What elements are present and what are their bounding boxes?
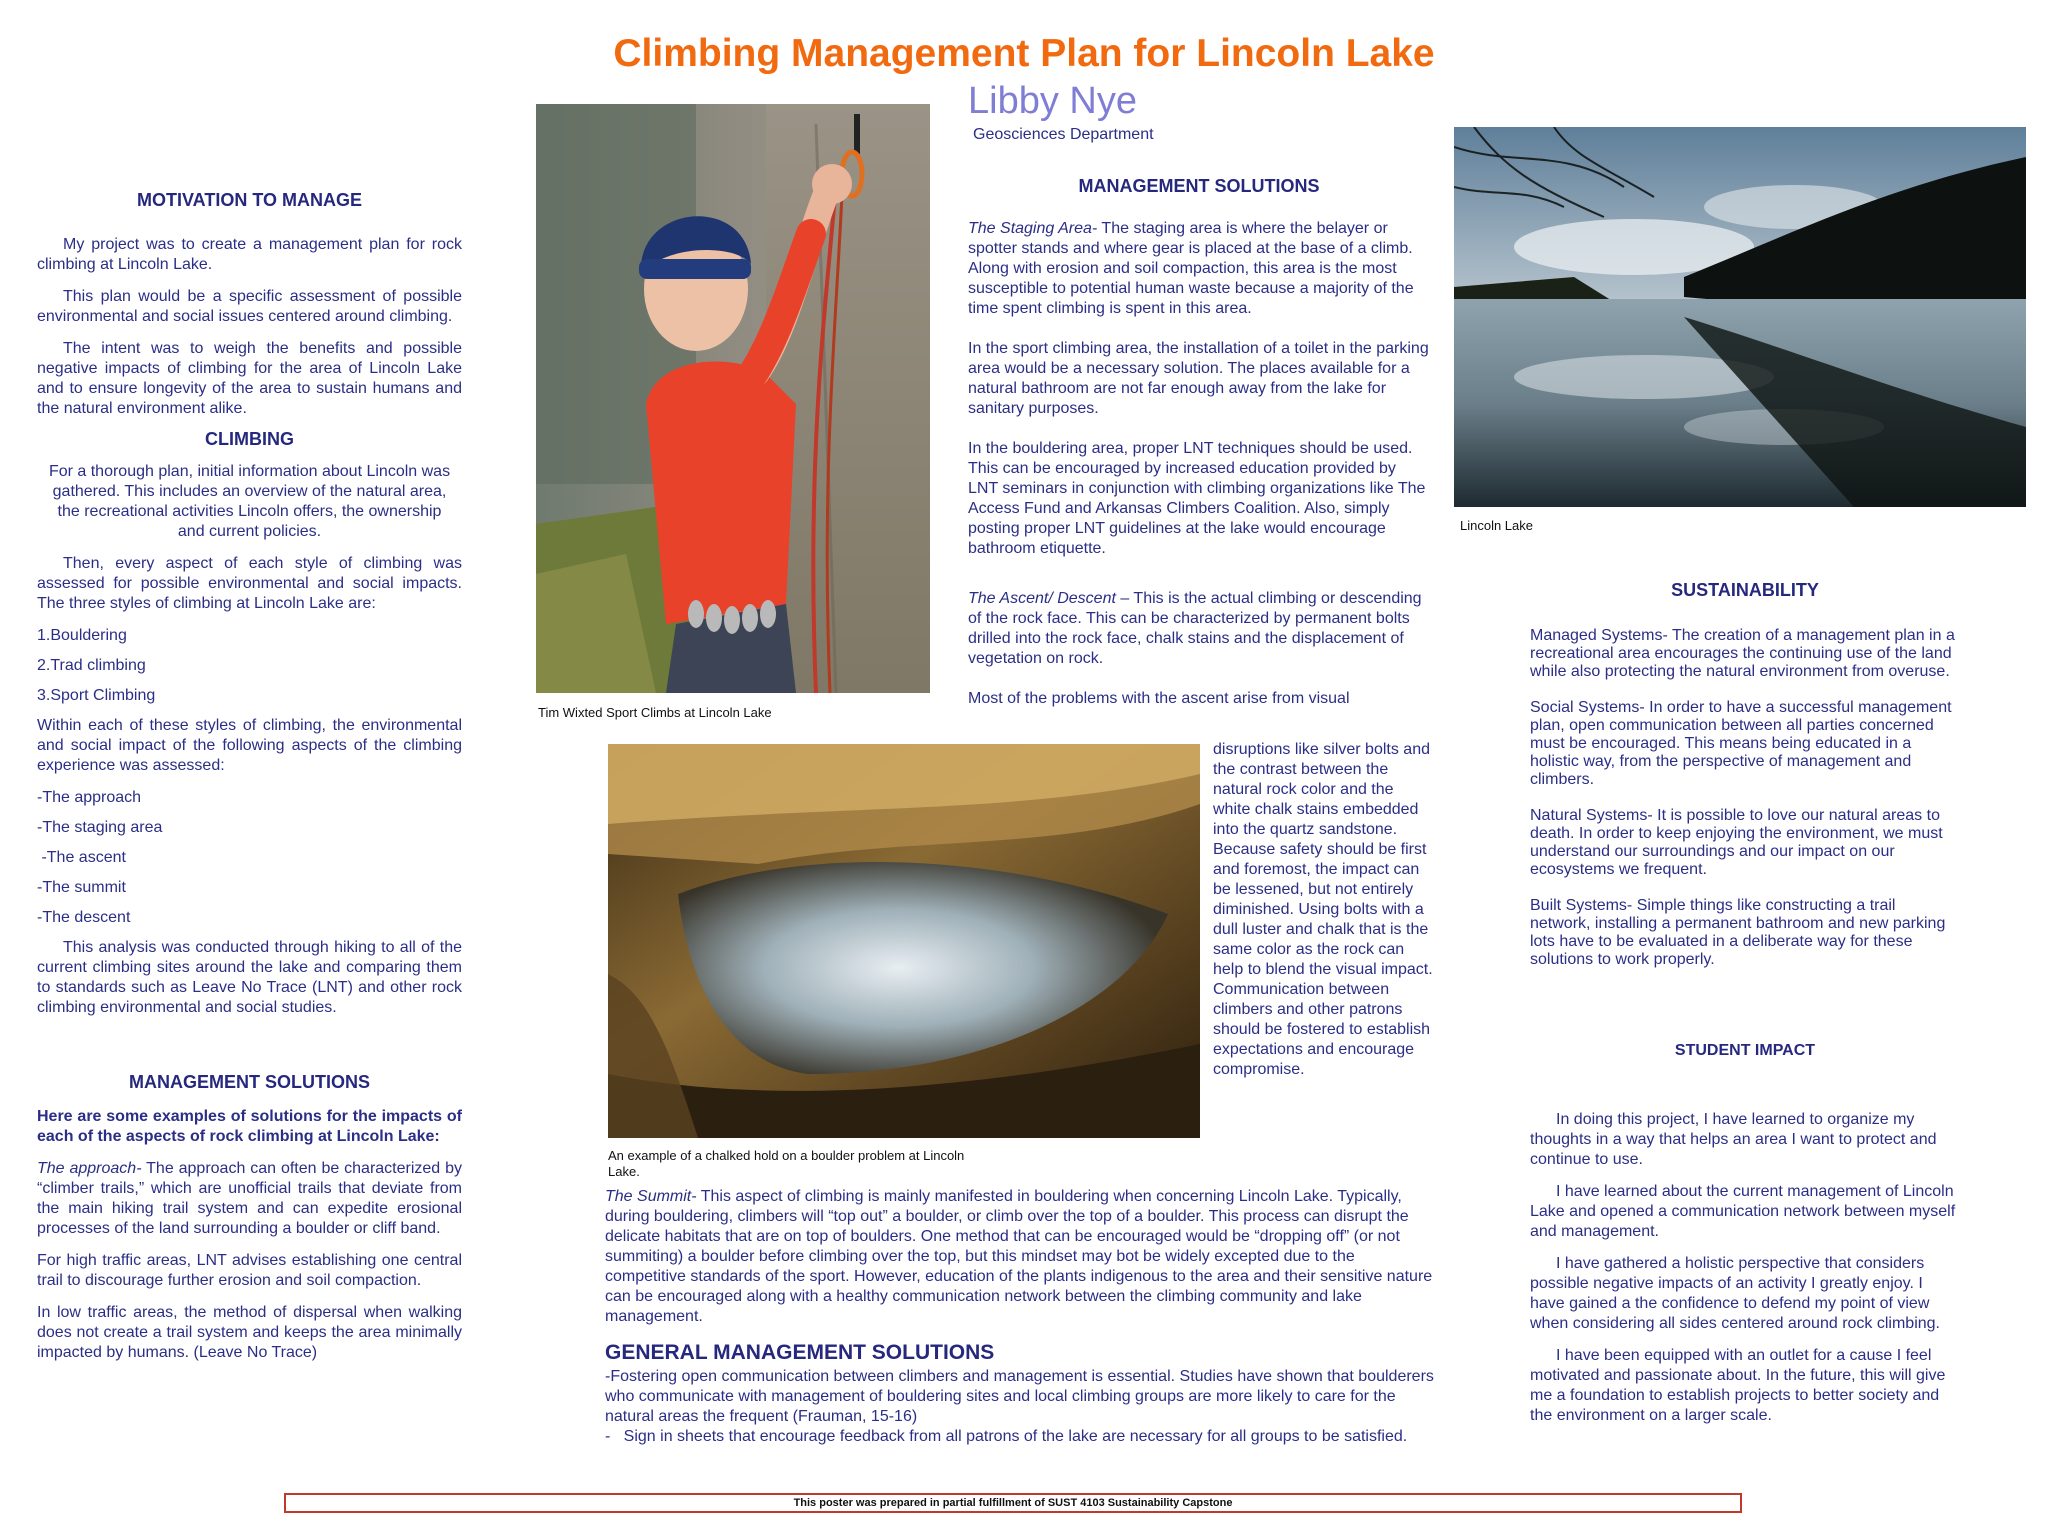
approach-label: The approach- (37, 1160, 142, 1177)
summit-section (605, 1187, 1437, 1447)
summit-paragraph (605, 1187, 1437, 1327)
impact-para: I have learned about the current management of Lincoln Lake and opened a communication network between myself and management. (1530, 1183, 1956, 1240)
footer-note: This poster was prepared in partial fulfillment of SUST 4103 Sustainability Capstone (284, 1493, 1742, 1513)
climbing-para-1: For a thorough plan, initial information about Lincoln was gathered. This includes an overview of the natural area, the recreational activities Lincoln offers, the ownership and current policies. (48, 463, 451, 540)
lake-caption: Lincoln Lake (1460, 518, 1533, 533)
ascent-continuation (1213, 740, 1435, 1092)
within-text: Within each of these styles of climbing, the environmental and social impact of the following aspects of the climbing experience was assessed: (37, 717, 462, 774)
ascent-text: – This is the actual climbing or descending of the rock face. This can be characterized by permanent bolts drilled into the rock face, chalk stains and the displacement of vegetation on rock. (968, 590, 1422, 667)
style-item: 3.Sport Climbing (37, 687, 156, 704)
ascent-paragraph (968, 589, 1430, 669)
motivation-heading: MOTIVATION TO MANAGE (137, 190, 362, 210)
general-item: - Sign in sheets that encourage feedback from all patrons of the lake are necessary for all groups to be satisfied. (605, 1428, 1408, 1445)
general-management-heading: GENERAL MANAGEMENT SOLUTIONS (605, 1341, 995, 1364)
impact-para: I have been equipped with an outlet for a cause I feel motivated and passionate about. In the future, this will give me a foundation to establish projects to better society and the environment on a larger scale. (1530, 1347, 1946, 1424)
ascent-problems-text: Most of the problems with the ascent arise from visual (968, 690, 1350, 707)
right-column (1530, 580, 1960, 981)
aspect-item: -The summit (37, 879, 126, 896)
left-management-section (37, 1072, 462, 1375)
ascent-continued-text: disruptions like silver bolts and the contrast between the natural rock color and the white chalk stains embedded into the quartz sandstone. Because safety should be first and foremost, the impact can be lessened, but not entirely diminished. Using bolts with a dull luster and chalk that is the same color as the rock can help to blend the visual impact. Communication between climbers and other patrons should be fostered to establish expectations and encourage compromise. (1213, 741, 1433, 1078)
climber-photo (536, 104, 930, 693)
approach-text: The approach can often be characterized by “climber trails,” which are unofficial trails that deviate from the main hiking trail system and can expedite erosional processes of the land surrounding a boulder or cliff band. (37, 1160, 462, 1237)
sustainability-para: Social Systems- In order to have a successful management plan, open communication between all parties concerned must be encouraged. This means being educated in a holistic way, from the perspective of management and climbers. (1530, 699, 1952, 788)
climber-caption: Tim Wixted Sport Climbs at Lincoln Lake (538, 705, 772, 720)
general-item: -Fostering open communication between climbers and management is essential. Studies have shown that boulderers who communicate with management of bouldering sites and local climbing groups are more likely to care for the natural areas the frequent (Frauman, 15-16) (605, 1368, 1434, 1425)
approach-paragraph (37, 1159, 462, 1239)
summit-label: The Summit- (605, 1188, 697, 1205)
middle-management-section (968, 176, 1430, 721)
aspect-item: -The ascent (37, 849, 126, 866)
motivation-para-3: The intent was to weigh the benefits and possible negative impacts of climbing for the area of Lincoln Lake and to ensure longevity of the area to sustain humans and the natural environment alike. (37, 340, 462, 417)
sustainability-para: Natural Systems- It is possible to love our natural areas to death. In order to keep enjoying the environment, we must understand our surroundings and our impact on our ecosystems we frequent. (1530, 807, 1943, 878)
impact-para: I have gathered a holistic perspective that considers possible negative impacts of an activity I greatly enjoy. I have gained a the confidence to defend my point of view when considering all sides centered around rock climbing. (1530, 1255, 1940, 1332)
sport-area-text: In the sport climbing area, the installation of a toilet in the parking area would be a necessary solution. The places available for a natural bathroom are not far enough away from the lake for sanitary purposes. (968, 340, 1429, 417)
climber-illustration (536, 104, 930, 693)
climbing-para-2: Then, every aspect of each style of climbing was assessed for possible environmental and social impacts. The three styles of climbing at Lincoln Lake are: (37, 555, 462, 612)
lake-illustration (1454, 127, 2026, 507)
ascent-label: The Ascent/ Descent (968, 590, 1116, 607)
sustainability-para: Built Systems- Simple things like constructing a trail network, installing a permanent bathroom and new parking lots have to be evaluated in a deliberate way for these solutions to work properly. (1530, 897, 1946, 968)
lake-photo (1454, 127, 2026, 507)
style-item: 2.Trad climbing (37, 657, 146, 674)
left-management-heading: MANAGEMENT SOLUTIONS (129, 1072, 370, 1092)
boulder-photo (608, 744, 1200, 1138)
author-name: Libby Nye (968, 80, 1137, 122)
motivation-para-2: This plan would be a specific assessment of possible environmental and social issues centered around climbing. (37, 288, 462, 325)
summit-text: This aspect of climbing is mainly manifested in bouldering when concerning Lincoln Lake. Typically, during bouldering, climbers will “top out” a boulder, or climb over the top of a boulder. This process can disrupt the delicate habitats that are on top of boulders. One method that can be encouraged would be “dropping off” (or not summiting) a boulder before climbing over the top, but this mindset may bot be widely excepted due to the competitive standards of the sport. However, education of the plants indigenous to the area and their sensitive nature can be encouraged along with a healthy communication network between the climbing community and lake management. (605, 1188, 1433, 1325)
aspect-item: -The staging area (37, 819, 163, 836)
style-item: 1.Bouldering (37, 627, 127, 644)
left-column (37, 190, 462, 1030)
motivation-para-1: My project was to create a management plan for rock climbing at Lincoln Lake. (37, 236, 462, 273)
boulder-area-text: In the bouldering area, proper LNT techniques should be used. This can be encouraged by increased education provided by LNT seminars in conjunction with climbing organizations like The Access Fund and Arkansas Climbers Coalition. Also, simply posting proper LNT guidelines at the lake would encourage bathroom etiquette. (968, 440, 1426, 557)
low-traffic-text: In low traffic areas, the method of dispersal when walking does not create a trail system and keeps the area minimally impacted by humans. (Leave No Trace) (37, 1304, 462, 1361)
impact-para: In doing this project, I have learned to organize my thoughts in a way that helps an area I want to protect and continue to use. (1530, 1111, 1937, 1168)
staging-paragraph (968, 219, 1430, 319)
high-traffic-text: For high traffic areas, LNT advises establishing one central trail to discourage further erosion and soil compaction. (37, 1252, 462, 1289)
student-impact-section (1530, 1042, 1960, 1438)
management-intro: Here are some examples of solutions for the impacts of each of the aspects of rock climbing at Lincoln Lake: (37, 1108, 462, 1145)
analysis-text: This analysis was conducted through hiking to all of the current climbing sites around the lake and comparing them to standards such as Leave No Trace (LNT) and other rock climbing environmental and social studies. (37, 939, 462, 1016)
student-impact-heading: STUDENT IMPACT (1674, 1042, 1816, 1059)
climbing-heading: CLIMBING (205, 429, 294, 449)
aspect-item: -The descent (37, 909, 131, 926)
aspect-item: -The approach (37, 789, 142, 806)
department: Geosciences Department (973, 126, 1154, 143)
sustainability-para: Managed Systems- The creation of a management plan in a recreational area encourages the continuing use of the land while also protecting the natural environment from overuse. (1530, 627, 1955, 680)
sustainability-heading: SUSTAINABILITY (1671, 580, 1819, 600)
poster-title: Climbing Management Plan for Lincoln Lake (613, 32, 1435, 75)
boulder-caption: An example of a chalked hold on a boulder problem at Lincoln Lake. (608, 1148, 965, 1179)
boulder-illustration (608, 744, 1200, 1138)
staging-label: The Staging Area- (968, 220, 1098, 237)
middle-management-heading: MANAGEMENT SOLUTIONS (1078, 176, 1320, 196)
staging-text: The staging area is where the belayer or spotter stands and where gear is placed at the base of a climb. Along with erosion and soil compaction, this area is the most susceptible to potential human waste because a majority of the time spent climbing is spent in this area. (968, 220, 1414, 317)
